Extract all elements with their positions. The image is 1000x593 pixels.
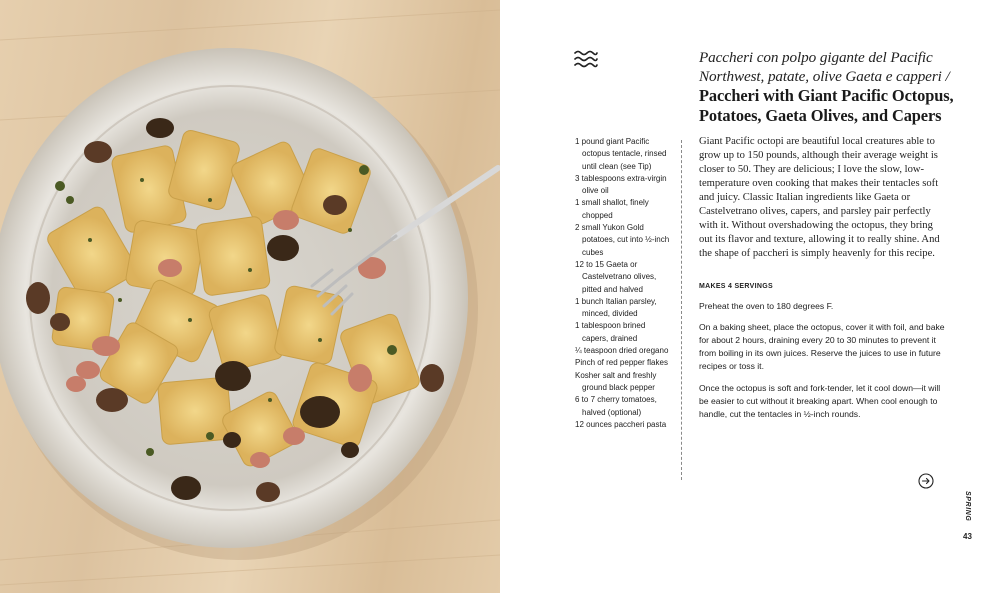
method-step: Once the octopus is soft and fork-tender, let it cool down—it will be easier to cut without it breaking apart. When cool enough to handle, cut the tentacles in ½-inch rounds. [699,383,941,420]
ingredient-item: Pinch of red pepper flakes [575,358,668,368]
ingredient-item: 1 pound giant Pacific octopus tentacle, rinsed until clean (see Tip) [575,137,667,171]
ingredient-item: 6 to 7 cherry tomatoes, halved (optional) [575,395,657,417]
ingredient-list [575,136,670,431]
servings-label: MAKES 4 SERVINGS [699,283,773,290]
column-divider [681,140,682,480]
page-number: 43 [963,532,972,541]
section-label [962,491,972,523]
waves-icon [574,50,598,68]
recipe-title-english: Paccheri with Giant Pacific Octopus, Potatoes, Gaeta Olives, and Capers [699,86,954,125]
recipe-intro: Giant Pacific octopi are beautiful local creatures able to grow up to 150 pounds, although their average weight is closer to 50. They are delicious; I love the slow, low-temperature oven cooking that makes their tentacles soft and juicy. Classic Italian ingredients like Gaeta or Castelvetrano olives, capers, and parsley pair perfectly with it. Without overshadowing the octopus, they bring out its flavor and texture, allowing it to really shine. And the shape of paccheri is simply heavenly for this recipe. [699,136,940,259]
ingredient-item: 2 small Yukon Gold potatoes, cut into ½-inch cubes [575,223,670,257]
arrow-right-circle-icon[interactable] [918,473,934,489]
recipe-title [699,48,969,126]
ingredient-item: ¼ teaspoon dried oregano [575,346,669,356]
ingredient-item: 1 tablespoon brined capers, drained [575,321,646,343]
ingredient-item: 1 bunch Italian parsley, minced, divided [575,296,657,319]
ingredient-item: Kosher salt and freshly ground black pepper [575,370,657,392]
method-step: Preheat the oven to 180 degrees F. [699,301,834,311]
ingredient-item: 1 small shallot, finely chopped [575,198,649,220]
ingredient-item: 12 ounces paccheri pasta [575,419,667,429]
section-label-text: SPRING [964,491,971,522]
ingredient-item: 12 to 15 Gaeta or Castelvetrano olives, pitted and halved [575,259,657,294]
method-step: On a baking sheet, place the octopus, cover it with foil, and bake for about 2 hours, draining every 20 to 30 minutes to prevent it from boiling in its own juices. Reserve the juices to use in future recipes or toss it. [699,322,945,372]
ingredient-item: 3 tablespoons extra-virgin olive oil [575,173,667,196]
recipe-title-italian: Paccheri con polpo gigante del Pacific Northwest, patate, olive Gaeta e capperi / [699,49,950,85]
